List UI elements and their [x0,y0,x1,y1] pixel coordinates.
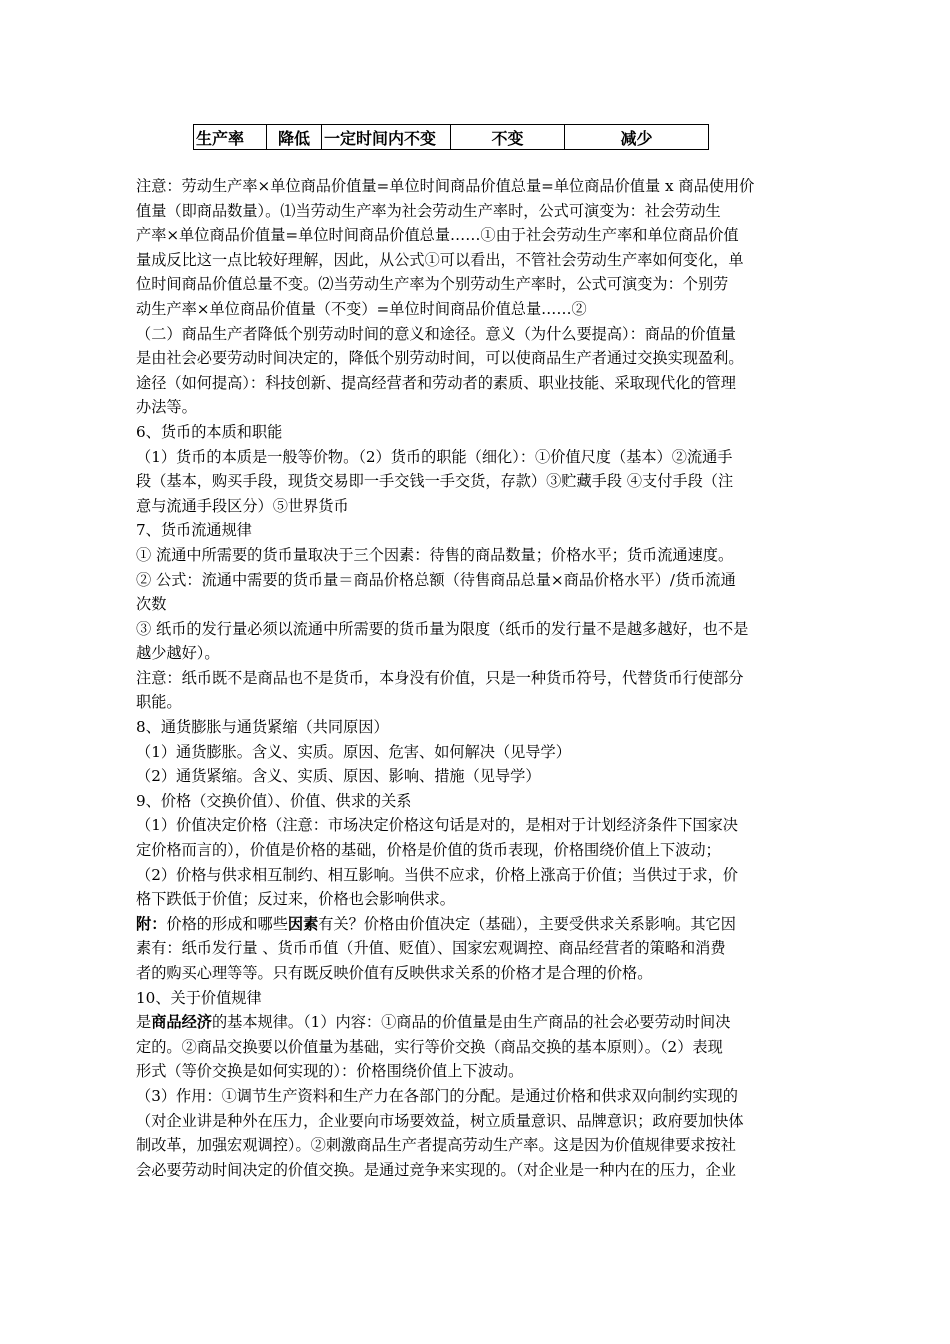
text-line: 会必要劳动时间决定的价值交换。是通过竞争来实现的。（对企业是一种内在的压力，企业 [136,1160,736,1179]
body-text [136,174,816,1182]
text-line: 办法等。 [136,398,197,417]
text-line: 定的。②商品交换要以价值量为基础，实行等价交换（商品交换的基本原则）。（2）表现 [136,1037,723,1056]
text-line [136,912,816,937]
text-line: 量成反比这一点比较好理解，因此，从公式①可以看出，不管社会劳动生产率如何变化，单 [136,250,744,269]
text-line: 途径（如何提高）：科技创新、提高经营者和劳动者的素质、职业技能、采取现代化的管理 [136,373,736,392]
text-line: 者的购买心理等等。只有既反映价值有反映供求关系的价格才是合理的价格。 [136,964,653,982]
table-row [194,125,709,150]
text-line: 职能。 [136,693,182,712]
text-line: 格下跌低于价值；反过来，价格也会影响供求。 [136,890,455,909]
text-line: 段（基本，购买手段，现货交易即一手交钱一手交货，存款）③贮藏手段 ④支付手段（注 [136,472,734,491]
text-span: 的基本规律。（1）内容：①商品的价值量是由生产商品的社会必要劳动时间决 [211,1013,731,1032]
table-cell: 生产率 [194,125,267,150]
table-cell: 减少 [565,125,709,150]
section-heading: 6、货币的本质和职能 [136,422,283,441]
text-line: （2）价格与供求相互制约、相互影响。当供不应求，价格上涨高于价值；当供过于求，价 [136,865,738,884]
text-line: 意与流通手段区分）⑤世界货币 [136,496,349,515]
section-heading: 9、价格（交换价值）、价值、供求的关系 [136,791,412,810]
text-line: 定价格而言的），价值是价格的基础，价格是价值的货币表现，价格围绕价值上下波动； [136,841,721,860]
text-line: 值量（即商品数量）。⑴当劳动生产率为社会劳动生产率时，公式可演变为：社会劳动生 [136,201,721,220]
text-line: （1）价值决定价格（注意：市场决定价格这句话是对的，是相对于计划经济条件下国家决 [136,816,738,835]
text-span: 价格的形成和哪些 [166,914,288,933]
text-line: （二）商品生产者降低个别劳动时间的意义和途径。意义（为什么要提高）：商品的价值量 [136,324,736,343]
table-cell: 降低 [267,125,322,150]
text-line: 次数 [136,595,167,614]
table-cell: 不变 [451,125,565,150]
text-line: （2）通货紧缩。含义、实质、原因、影响、措施（见导学） [136,767,541,786]
text-line: 注意：劳动生产率×单位商品价值量=单位时间商品价值总量=单位商品价值量 x 商品使用价 [136,177,755,195]
text-line: （3）作用：①调节生产资料和生产力在各部门的分配。是通过价格和供求双向制约实现的 [136,1086,738,1105]
text-line: ② 公式：流通中需要的货币量＝商品价格总额（待售商品总量×商品价格水平）/货币流通 [136,570,736,589]
text-line: ③ 纸币的发行量必须以流通中所需要的货币量为限度（纸币的发行量不是越多越好，也不是 [136,619,749,638]
bold-term: 因素 [287,914,319,933]
text-line: 越少越好）。 [136,644,220,663]
text-span: 有关？价格由价值决定（基础），主要受供求关系影响。其它因 [318,914,736,933]
bold-term: 商品经济 [151,1013,212,1032]
appendix-label: 附： [136,914,167,933]
text-line: （1）通货膨胀。含义、实质。原因、危害、如何解决（见导学） [136,742,571,761]
text-line: （对企业讲是种外在压力，企业要向市场要效益，树立质量意识、品牌意识；政府要加快体 [136,1111,744,1130]
section-heading: 10、关于价值规律 [136,988,262,1007]
table-cell: 一定时间内不变 [322,125,451,150]
text-line: 注意：纸币既不是商品也不是货币，本身没有价值，只是一种货币符号，代替货币行使部分 [136,668,744,687]
text-line [136,1010,816,1035]
text-line: 制改革，加强宏观调控）。②刺激商品生产者提高劳动生产率。这是因为价值规律要求按社 [136,1136,736,1155]
text-line: 是由社会必要劳动时间决定的，降低个别劳动时间，可以使商品生产者通过交换实现盈利。 [136,349,744,368]
text-line: 动生产率×单位商品价值量（不变）=单位时间商品价值总量……② [136,299,587,318]
text-line: （1）货币的本质是一般等价物。（2）货币的职能（细化）：①价值尺度（基本）②流通手 [136,447,733,466]
section-heading: 7、货币流通规律 [136,521,252,540]
text-line: 产率×单位商品价值量=单位时间商品价值总量……①由于社会劳动生产率和单位商品价值 [136,226,739,245]
text-span: 是 [136,1013,152,1032]
productivity-table [193,124,709,150]
text-line: 位时间商品价值总量不变。⑵当劳动生产率为个别劳动生产率时，公式可演变为：个别劳 [136,275,729,294]
text-line: ① 流通中所需要的货币量取决于三个因素：待售的商品数量；价格水平；货币流通速度。 [136,545,734,564]
text-line: 形式（等价交换是如何实现的）：价格围绕价值上下波动。 [136,1062,524,1081]
section-heading: 8、通货膨胀与通货紧缩（共同原因） [136,718,389,737]
text-line: 素有：纸币发行量 、货币币值（升值、贬值）、国家宏观调控、商品经营者的策略和消费 [136,939,726,958]
